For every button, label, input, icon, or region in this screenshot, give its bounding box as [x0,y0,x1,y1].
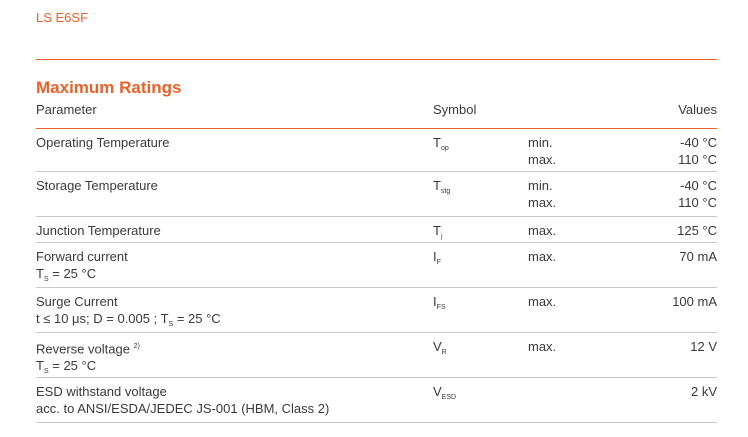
parameter-cell [36,177,158,194]
condition-text: T [36,358,44,374]
condition-max: max. [528,152,557,167]
symbol-subscript: R [441,349,447,356]
symbol-cell [433,383,456,400]
symbol-cell [433,177,450,194]
parameter-cell [36,222,161,239]
column-header-parameter: Parameter [36,102,97,117]
symbol-cell [433,134,449,151]
parameter-condition [36,310,221,327]
value-cell [678,177,717,211]
condition-max: max. [528,294,557,309]
value-max: 70 mA [679,249,717,264]
symbol-base: I [433,249,437,264]
condition-cell [528,338,556,355]
symbol-subscript: op [440,145,449,152]
condition-subscript: S [43,368,49,376]
symbol-cell [433,293,446,310]
parameter-name [36,338,140,357]
parameter-cell [36,248,128,282]
column-header-symbol: Symbol [433,102,477,117]
parameter-cell [36,134,169,151]
parameter-condition [36,357,140,374]
table-row [36,288,717,333]
value-cell [679,248,717,265]
ratings-table [36,101,717,423]
table-header [36,101,717,129]
parameter-cell [36,293,221,327]
parameter-cell [36,383,329,417]
symbol-base: V [433,384,442,399]
value-cell [691,383,717,400]
parameter-name: ESD withstand voltage [36,384,167,399]
condition-subscript: S [43,276,49,283]
value-cell [678,134,717,168]
parameter-name: Surge Current [36,294,118,309]
condition-text: = 25 °C [48,266,97,281]
symbol-subscript: ESD [441,394,457,401]
parameter-cell [36,338,140,374]
condition-max: max. [528,249,557,264]
value-max: 125 °C [677,223,717,238]
table-row [36,172,717,217]
condition-cell [528,222,556,239]
value-cell [677,222,717,239]
symbol-base: V [433,339,442,354]
condition-min: min. [528,178,553,193]
header-divider [36,59,717,60]
footnote-reference: 2) [133,343,140,350]
section-title: Maximum Ratings [36,78,182,97]
table-row [36,217,717,243]
symbol-cell [433,222,443,239]
symbol-subscript: stg [440,188,451,195]
document-id: LS E6SF [36,10,89,25]
symbol-base: I [433,294,437,309]
value-min: -40 °C [680,178,717,193]
condition-subscript: S [168,321,174,328]
table-row [36,333,717,378]
condition-min: min. [528,135,553,150]
symbol-cell [433,248,441,265]
condition-cell [528,134,556,168]
table-row [36,378,717,423]
table-row [36,129,717,172]
condition-text: T [36,266,44,281]
condition-text: t ≤ 10 μs; D = 0.005 ; T [36,311,169,326]
column-header-values: Values [678,102,717,117]
condition-max: max. [528,339,557,354]
parameter-condition: acc. to ANSI/ESDA/JEDEC JS-001 (HBM, Class 2) [36,401,330,416]
symbol-base: T [433,178,441,193]
parameter-name: Forward current [36,249,128,264]
symbol-subscript: FS [436,304,446,311]
table-row [36,243,717,288]
value-max: 100 mA [672,294,717,309]
symbol-base: T [433,135,441,150]
parameter-name: Storage Temperature [36,178,158,193]
value: 2 kV [690,384,717,399]
value-min: -40 °C [680,135,717,150]
parameter-name: Operating Temperature [36,135,170,150]
condition-max: max. [528,223,557,238]
parameter-name: Junction Temperature [36,223,161,238]
condition-cell [528,177,556,211]
symbol-subscript: F [436,259,441,266]
symbol-base: T [433,223,441,238]
value-cell [672,293,717,310]
condition-text: = 25 °C [173,311,221,326]
condition-max: max. [528,195,557,210]
value-max: 110 °C [678,195,717,210]
value-max: 12 V [690,339,717,354]
parameter-condition [36,265,128,282]
value-cell [690,338,717,355]
symbol-subscript: j [440,233,443,240]
value-max: 110 °C [678,152,717,167]
condition-cell [528,248,556,265]
condition-text: = 25 °C [48,358,97,374]
symbol-cell [433,338,447,355]
parameter-label: Reverse voltage [36,341,130,357]
condition-cell [528,293,556,310]
